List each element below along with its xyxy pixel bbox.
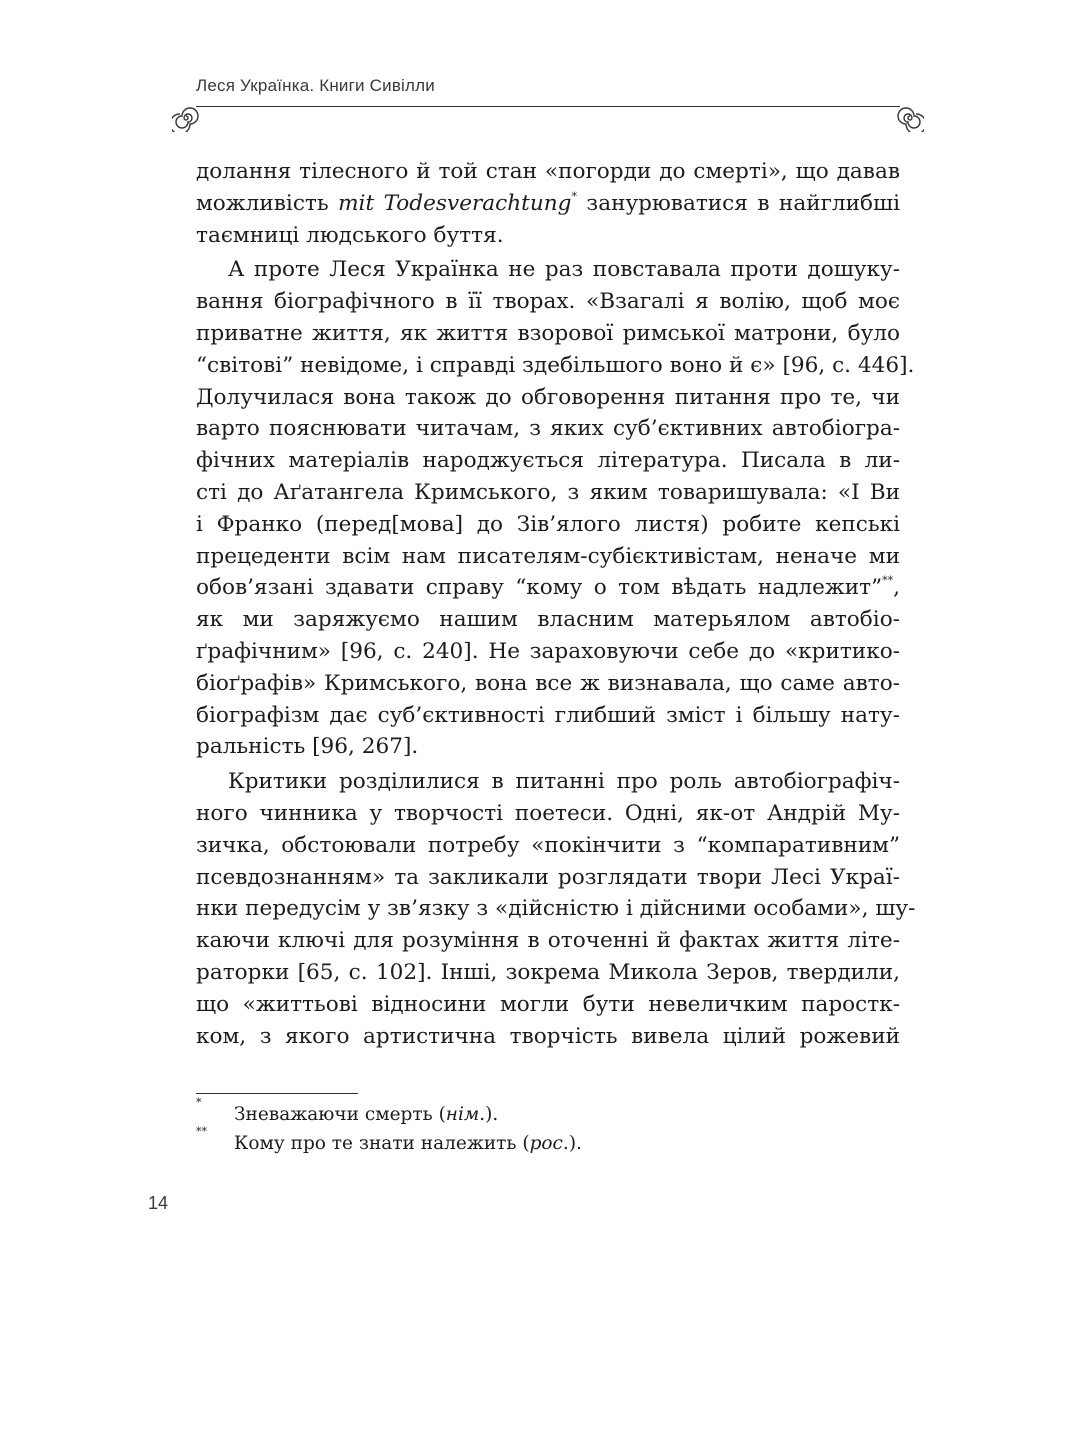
text-line: біографізм дає суб’єктивності глибший зміст і більшу нату- (196, 702, 900, 728)
text-segment: , (893, 575, 900, 601)
spiral-icon (896, 104, 924, 132)
footnote-1 (196, 1096, 900, 1129)
text-line: приватне життя, як життя взорової римської матрони, було (196, 320, 900, 346)
text-line: фічних матеріалів народжується література. Писала в ли- (196, 448, 900, 474)
text-line: що «життьові відносини могли бути невеличким паростк- (196, 991, 900, 1017)
text-line: Критики розділилися в питанні про роль автобіографіч- (228, 769, 900, 795)
text-line: ком, з якого артистична творчість вивела цілий рожевий (196, 1023, 900, 1049)
running-title: Леся Українка. Книги Сивілли (196, 76, 435, 95)
text-segment: занурюватися в найглибші (576, 190, 900, 216)
paragraph-3 (196, 766, 916, 1052)
footnote-text (234, 1129, 582, 1158)
text-line: “світові” невідоме, і справді здебільшого воно й є» [96, с. 446]. (196, 352, 915, 378)
footnotes (196, 1096, 900, 1158)
text-line: Долучилася вона також до обговорення питання про те, чи (196, 384, 900, 410)
footnote-mark: * (196, 1096, 202, 1109)
text-line: долання тілесного й той стан «погорди до смерті», що давав (196, 159, 900, 184)
header-ornament (172, 104, 924, 134)
page-number: 14 (148, 1193, 169, 1213)
text-line: нки передусім у зв’язку з «дійсністю і дійсними особами», шу- (196, 896, 916, 922)
text-line: ральність [96, 267]. (196, 734, 419, 760)
text-line: А проте Леся Українка не раз повставала проти дошуку- (228, 257, 900, 283)
footnote-rule (196, 1093, 358, 1094)
text-segment: ). (485, 1104, 499, 1125)
paragraph-1 (196, 156, 900, 251)
text-line: ґрафічним» [96, с. 240]. Не зараховуючи себе до «критико- (196, 638, 900, 664)
footnote-2 (196, 1125, 900, 1158)
german-phrase: mit Todesverachtung (338, 190, 572, 216)
footnote-ref-2: ** (882, 574, 894, 588)
header-rule (196, 106, 900, 107)
text-segment: Зневажаючи смерть ( (234, 1104, 446, 1125)
text-line: таємниці людського буття. (196, 222, 504, 248)
text-line: вання біографічного в її творах. «Взагалі я волію, щоб моє (196, 289, 900, 315)
text-line (196, 188, 900, 220)
paragraph-2 (196, 254, 915, 763)
spiral-icon (172, 104, 200, 132)
text-line: і Франко (перед[мова] до Зів’ялого листя) робите кепські (196, 511, 900, 537)
main-text (196, 156, 916, 1052)
text-segment: ). (568, 1133, 582, 1154)
language-abbrev: рос. (529, 1133, 569, 1154)
text-line: ного чинника у творчості поетеси. Одні, як-от Андрій Му- (196, 800, 900, 826)
text-line: раторки [65, с. 102]. Інші, зокрема Микола Зеров, твердили, (196, 959, 900, 985)
text-segment: Кому про те знати належить ( (234, 1133, 530, 1154)
text-segment: обов’язані здавати справу “кому о том вѣдать надлежит” (196, 575, 883, 601)
text-line: сті до Аґатангела Кримського, з яким товаришувала: «І Ви (196, 479, 900, 505)
text-line: прецеденти всім нам писателям-субієктивістам, неначе ми (196, 543, 900, 569)
text-line: псевдознанням» та закликали розглядати твори Лесі Украї- (196, 864, 900, 890)
text-line: каючи ключі для розуміння в оточенні й фактах життя літе- (196, 928, 900, 954)
language-abbrev: нім. (445, 1104, 486, 1125)
footnote-mark: ** (196, 1125, 207, 1138)
text-line: як ми заряжуємо нашим власним матерьялом автобіо- (196, 607, 900, 633)
text-line: зичка, обстоювали потребу «покінчити з “компаративним” (196, 832, 900, 858)
footnote-ref-1: * (571, 189, 577, 203)
text-line: варто пояснювати читачам, з яких суб’єктивних автобіогра- (196, 416, 900, 442)
text-line: біоґрафів» Кримського, вона все ж визнавала, що саме авто- (196, 670, 900, 696)
footnote-text (234, 1100, 498, 1129)
text-line (196, 572, 900, 604)
text-segment: можливість (196, 190, 339, 216)
